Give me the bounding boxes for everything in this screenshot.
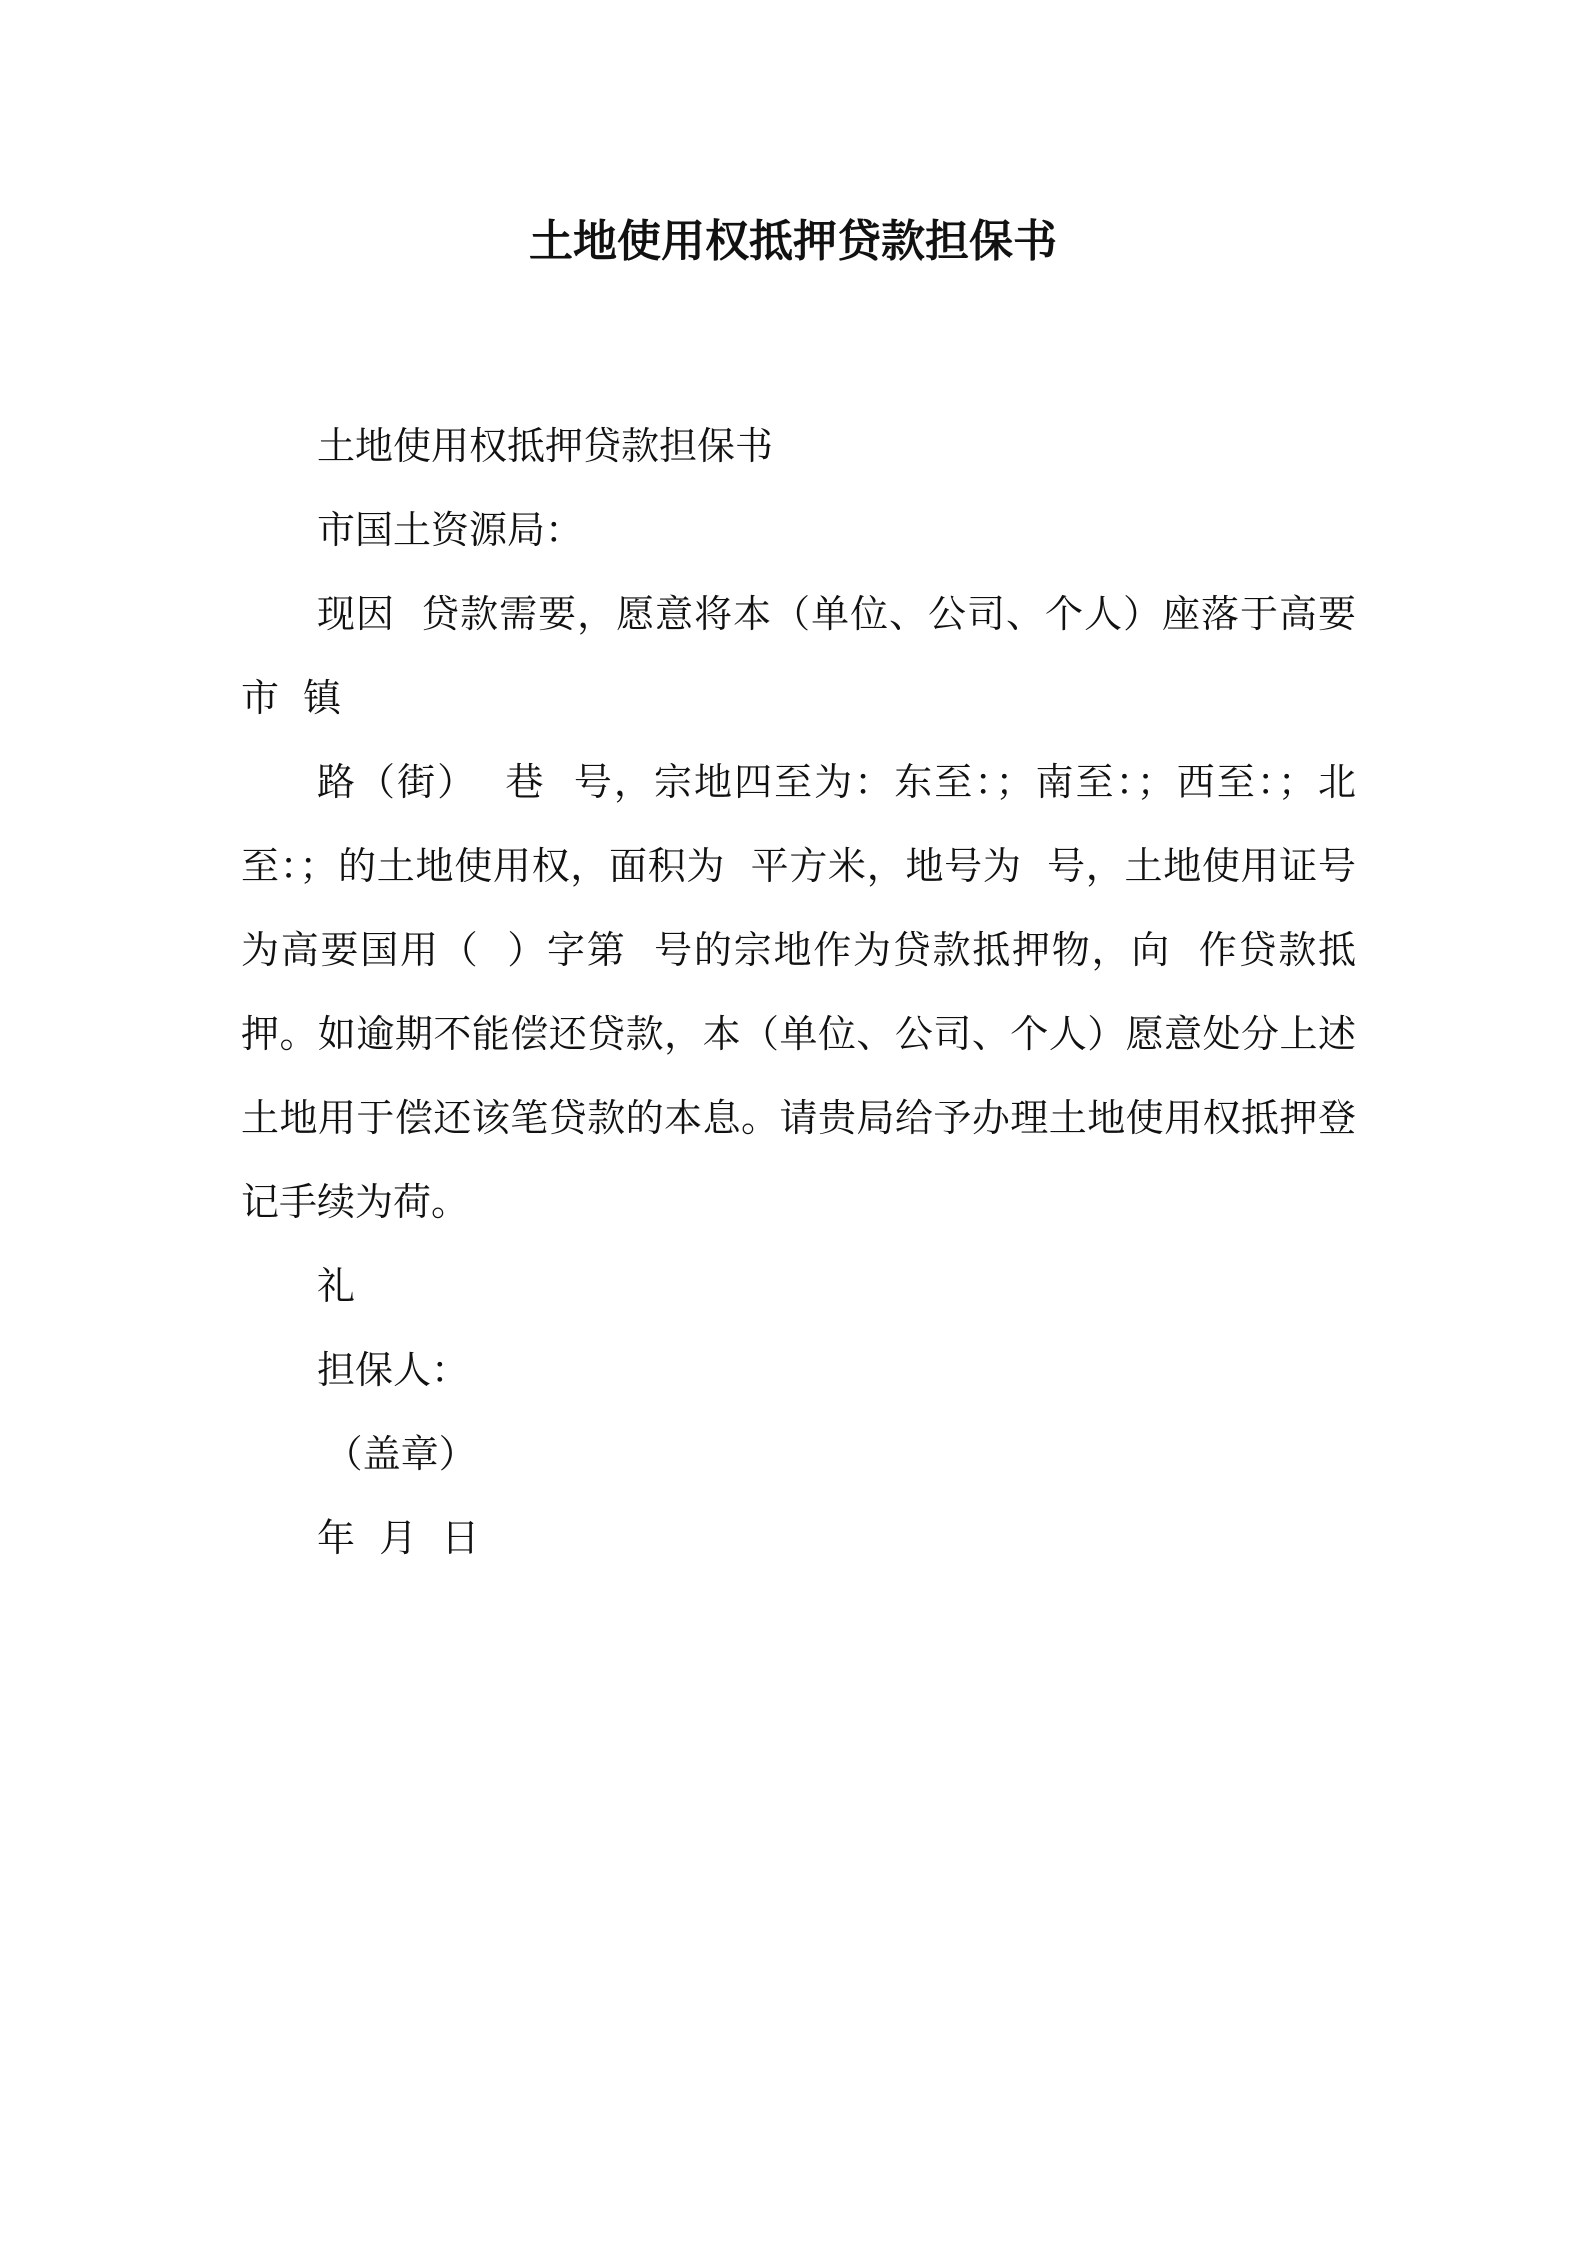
paragraph-salutation: 礼 bbox=[317, 1264, 356, 1308]
paragraph-intro: 现因 贷款需要，愿意将本（单位、公司、个人）座落于高要市 镇 bbox=[241, 592, 1356, 720]
paragraph-seal: （盖章） bbox=[324, 1432, 477, 1476]
document-body bbox=[241, 404, 1356, 1580]
paragraph-date: 年 月 日 bbox=[317, 1516, 480, 1560]
paragraph-addressee: 市国土资源局： bbox=[317, 508, 584, 552]
paragraph-guarantor: 担保人： bbox=[317, 1348, 470, 1392]
paragraph-heading: 土地使用权抵押贷款担保书 bbox=[317, 424, 774, 468]
document-title: 土地使用权抵押贷款担保书 bbox=[529, 216, 1057, 267]
paragraph-main: 路（街） 巷 号，宗地四至为：东至：；南至：；西至：；北至：；的土地使用权，面积为 平方米，地号为 号，土地使用证号为高要国用（ ）字第 号的宗地作为贷款抵押物，向 作贷款抵押。如逾期不能偿还贷款，本（单位、公司、个人）愿意处分上述土地用于偿还该笔贷款的本息。请贵局给予办理土地使用权抵押登记手续为荷。 bbox=[241, 760, 1356, 1224]
